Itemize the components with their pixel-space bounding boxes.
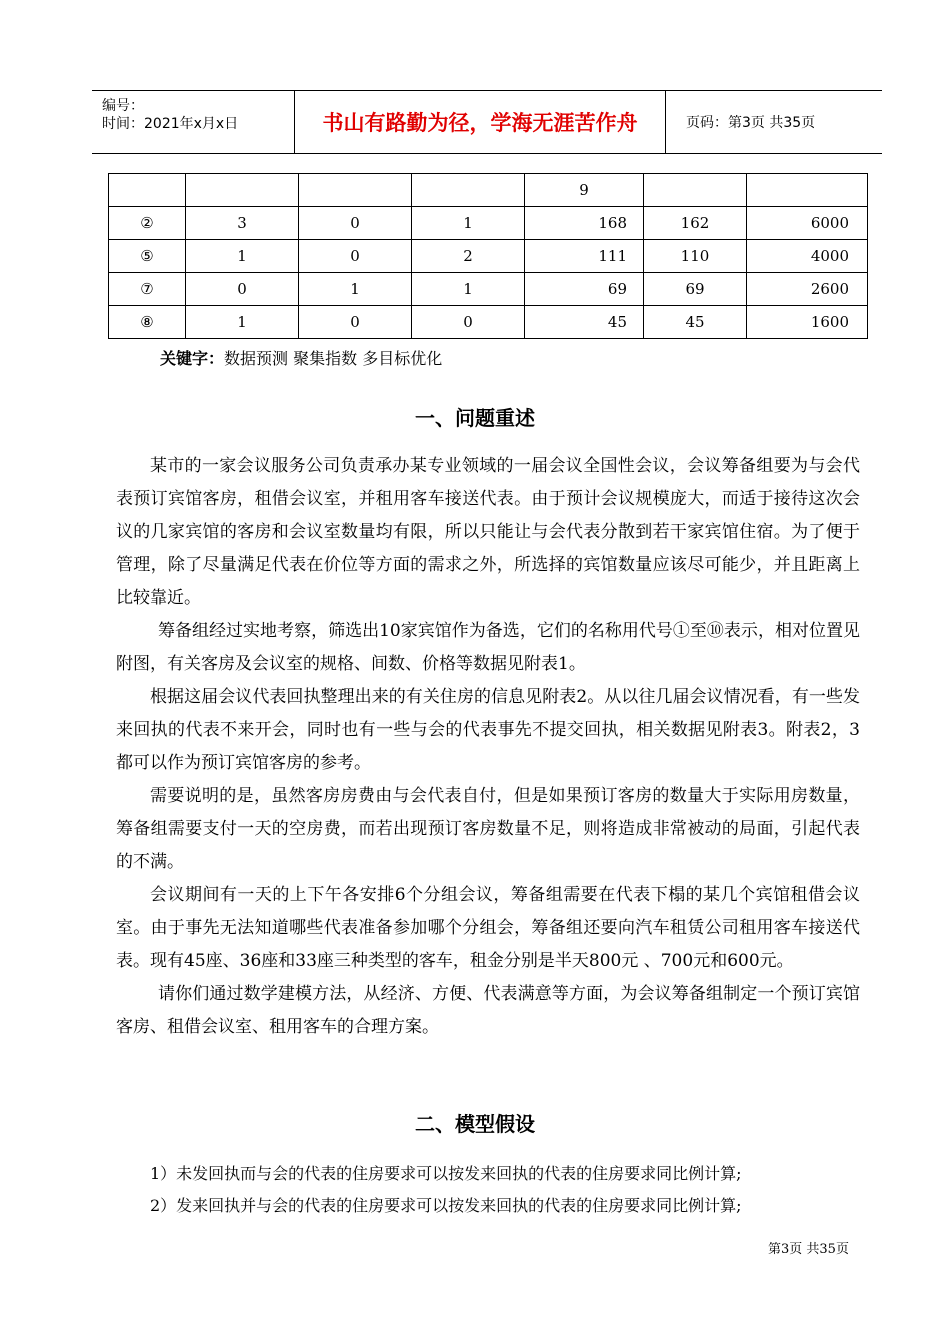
table-cell: 0 xyxy=(186,273,299,306)
list-item: 2）发来回执并与会的代表的住房要求可以按发来回执的代表的住房要求同比例计算; xyxy=(150,1196,742,1215)
table-cell: 0 xyxy=(299,240,412,273)
paragraph: 请你们通过数学建模方法，从经济、方便、代表满意等方面，为会议筹备组制定一个预订宾馆客房、租借会议室、租用客车的合理方案。 xyxy=(116,984,860,1037)
table-cell: 69 xyxy=(644,273,747,306)
number-label: 编号： xyxy=(102,98,144,114)
table-cell: 162 xyxy=(644,207,747,240)
table-cell: 3 xyxy=(186,207,299,240)
table-cell: 1 xyxy=(412,273,525,306)
motto-text: 书山有路勤为径，学海无涯苦作舟 xyxy=(322,111,638,135)
table-cell: 0 xyxy=(299,306,412,339)
assumption-list xyxy=(150,1158,742,1222)
table-row xyxy=(109,273,868,306)
table-cell xyxy=(109,174,186,207)
table-cell: 168 xyxy=(525,207,644,240)
table-cell: ② xyxy=(109,207,186,240)
header-motto xyxy=(295,91,666,153)
table-cell: 45 xyxy=(525,306,644,339)
section1-body xyxy=(116,450,860,1044)
table-cell xyxy=(186,174,299,207)
table-cell: 1 xyxy=(412,207,525,240)
table-row xyxy=(109,240,868,273)
table-cell: 9 xyxy=(525,174,644,207)
header-meta xyxy=(92,91,295,153)
table-cell: 1600 xyxy=(747,306,868,339)
table-row xyxy=(109,306,868,339)
table-cell: 1 xyxy=(299,273,412,306)
paragraph: 需要说明的是，虽然客房房费由与会代表自付，但是如果预订客房的数量大于实际用房数量，筹备组需要支付一天的空房费，而若出现预订客房数量不足，则将造成非常被动的局面，引起代表的不满。 xyxy=(116,786,860,872)
table-cell: ⑧ xyxy=(109,306,186,339)
table-cell: 110 xyxy=(644,240,747,273)
table-cell: ⑦ xyxy=(109,273,186,306)
table-cell: 6000 xyxy=(747,207,868,240)
document-header xyxy=(92,90,882,154)
keywords-label: 关键字： xyxy=(160,349,225,368)
list-item: 1）未发回执而与会的代表的住房要求可以按发来回执的代表的住房要求同比例计算; xyxy=(150,1164,742,1183)
paragraph: 筹备组经过实地考察，筛选出10家宾馆作为备选，它们的名称用代号①至⑩表示，相对位置见附图，有关客房及会议室的规格、间数、价格等数据见附表1。 xyxy=(116,621,860,674)
table-cell: 0 xyxy=(412,306,525,339)
table-cell: 45 xyxy=(644,306,747,339)
table-cell xyxy=(299,174,412,207)
table-cell: 2 xyxy=(412,240,525,273)
table-cell: 111 xyxy=(525,240,644,273)
table-row xyxy=(109,207,868,240)
hotel-data-table xyxy=(108,173,868,339)
page-code-text: 页码：第3页 共35页 xyxy=(686,115,816,131)
header-page-code xyxy=(676,91,882,153)
section-title-problem: 一、问题重述 xyxy=(415,406,535,430)
table-cell: 69 xyxy=(525,273,644,306)
paragraph: 根据这届会议代表回执整理出来的有关住房的信息见附表2。从以往几届会议情况看，有一些发来回执的代表不来开会，同时也有一些与会的代表事先不提交回执，相关数据见附表3。附表2，3都可以作为预订宾馆客房的参考。 xyxy=(116,687,860,773)
table-cell xyxy=(644,174,747,207)
table-cell xyxy=(747,174,868,207)
page-footer: 第3页 共35页 xyxy=(768,1242,849,1257)
table-row xyxy=(109,174,868,207)
time-label: 时间：2021年x月x日 xyxy=(102,116,239,132)
table-cell: ⑤ xyxy=(109,240,186,273)
table-cell: 4000 xyxy=(747,240,868,273)
section-title-assumptions: 二、模型假设 xyxy=(415,1112,535,1136)
keywords-text: 数据预测 聚集指数 多目标优化 xyxy=(224,349,443,368)
table-cell: 1 xyxy=(186,306,299,339)
table-cell: 2600 xyxy=(747,273,868,306)
keywords-line xyxy=(160,346,442,369)
paragraph: 会议期间有一天的上下午各安排6个分组会议，筹备组需要在代表下榻的某几个宾馆租借会议室。由于事先无法知道哪些代表准备参加哪个分组会，筹备组还要向汽车租赁公司租用客车接送代表。现有45座、36座和33座三种类型的客车，租金分别是半天800元 、700元和600元。 xyxy=(116,885,860,971)
paragraph: 某市的一家会议服务公司负责承办某专业领域的一届会议全国性会议，会议筹备组要为与会代表预订宾馆客房，租借会议室，并租用客车接送代表。由于预计会议规模庞大，而适于接待这次会议的几家宾馆的客房和会议室数量均有限，所以只能让与会代表分散到若干家宾馆住宿。为了便于管理，除了尽量满足代表在价位等方面的需求之外，所选择的宾馆数量应该尽可能少，并且距离上比较靠近。 xyxy=(116,456,860,608)
table-cell xyxy=(412,174,525,207)
table-cell: 1 xyxy=(186,240,299,273)
table-cell: 0 xyxy=(299,207,412,240)
